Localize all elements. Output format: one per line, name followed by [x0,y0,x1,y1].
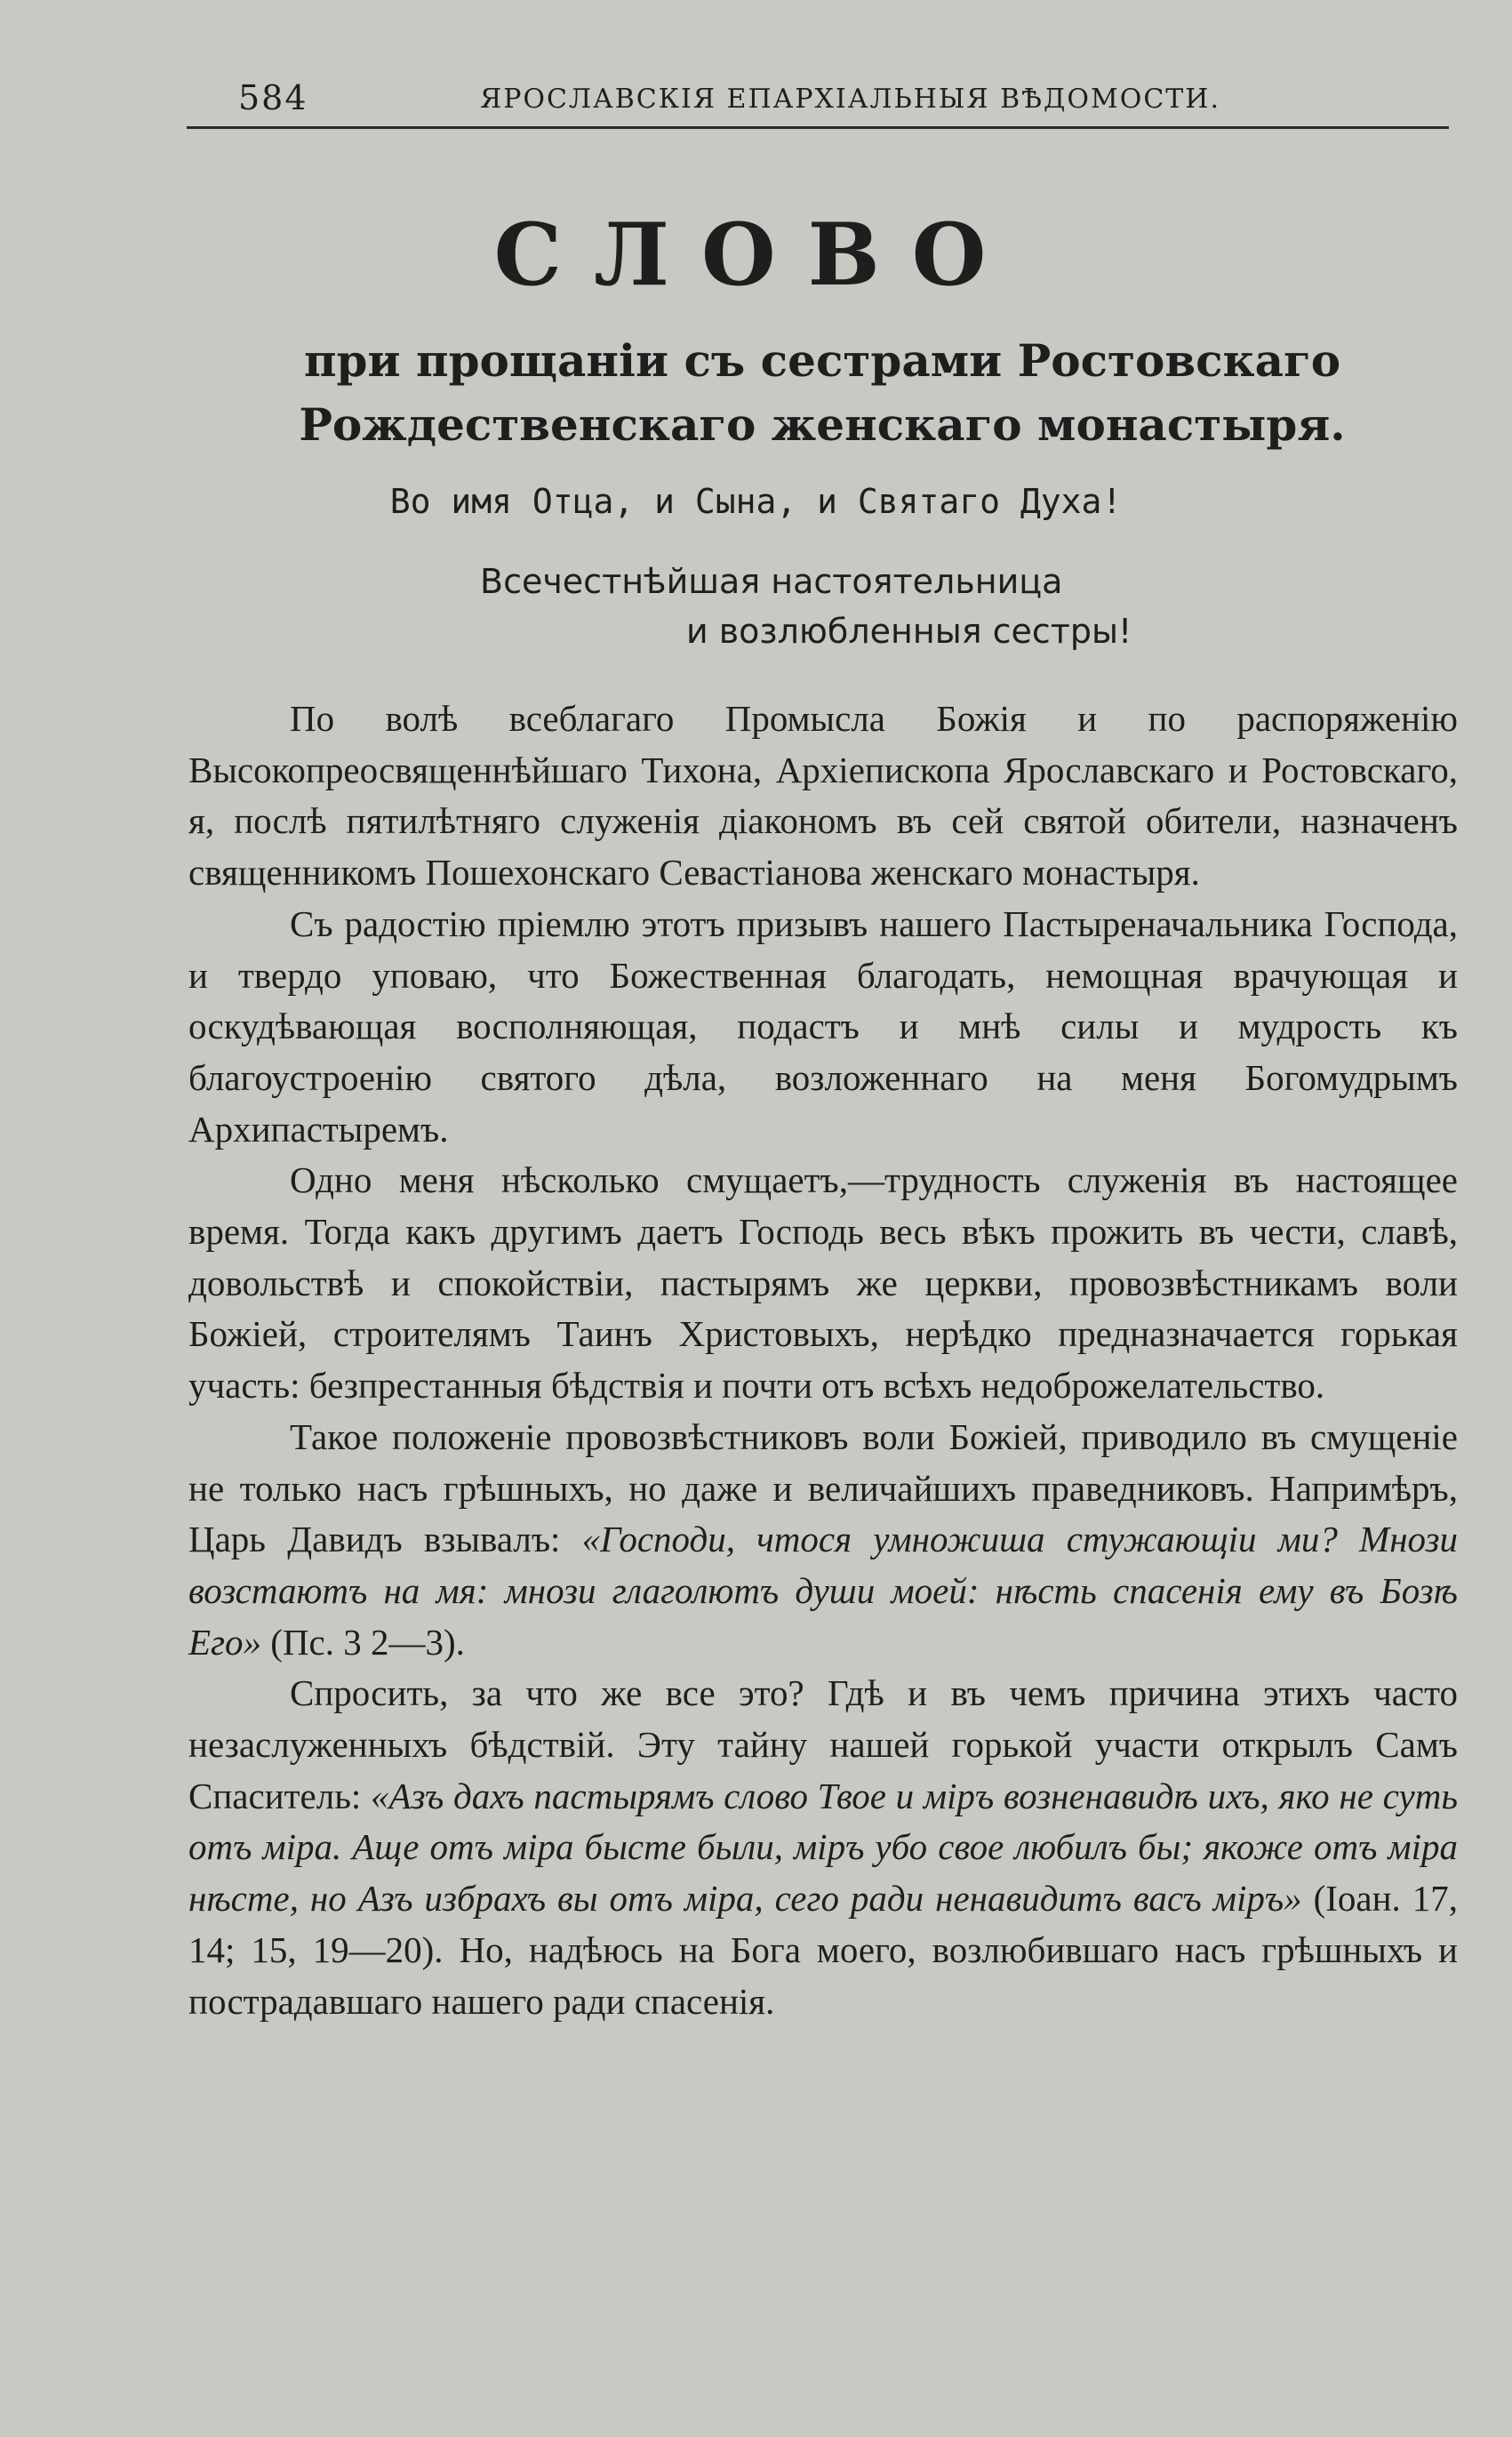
paragraph-4 [188,1412,1458,1669]
psalm-quote: «Господи, чтося умножиша стужающіи ми? Мнози возстаютъ на мя: мнози глаголютъ души моей: нѣсть спасенія ему въ Бозѣ Его» [188,1519,1458,1663]
running-title: ЯРОСЛАВСКІЯ ЕПАРХІАЛЬНЫЯ ВѢДОМОСТИ. [480,84,1220,115]
sermon-title: СЛОВО [493,204,1019,305]
running-header [187,71,1449,129]
paragraph-1: По волѣ всеблагаго Промысла Божія и по распоряженію Высокопреосвященнѣйшаго Тихона, Архіепископа Ярославскаго и Ростовскаго, я, послѣ пятилѣтняго служенія діакономъ въ сей святой обители, назначенъ священникомъ Пошехонскаго Севастіанова женскаго монастыря. [188,698,1458,894]
address-line-2: и возлюбленныя сестры! [686,612,1132,651]
paragraph-4-text: Такое положеніе провозвѣстниковъ воли Божіей, приводило въ смущеніе не только насъ грѣшныхъ, но даже и величайшихъ праведниковъ. Напримѣръ, Царь Давидъ взывалъ: [188,1415,1458,1560]
paragraph-3: Одно меня нѣсколько смущаетъ,—трудность служенія въ настоящее время. Тогда какъ другимъ даетъ Господь весь вѣкъ прожить въ чести, славѣ, довольствѣ и спокойствіи, пастырямъ же церкви, провозвѣстникамъ воли Божіей, строителямъ Таинъ Христовыхъ, нерѣдко предназначается горькая участь: безпрестанныя бѣдствія и почти отъ всѣхъ недоброжелательство. [188,1159,1458,1407]
paragraph-5-ending: (Іоан. 17, 14; 15, 19—20). Но, надѣюсь на Бога моего, возлюбившаго насъ грѣшныхъ и пострадавшаго нашего ради спасенія. [188,1878,1458,2022]
sermon-body [188,693,1458,2027]
page-number: 584 [238,78,308,117]
paragraph-4-reference: (Пс. 3 2—3). [261,1621,465,1663]
paragraph-2: Съ радостію пріемлю этотъ призывъ нашего Пастыреначальника Господа, и твердо уповаю, что Божественная благодать, немощная врачующая и оскудѣвающая восполняющая, подастъ и мнѣ силы и мудрость къ благоустроенію святого дѣла, возложеннаго на меня Богомудрымъ Архипастыремъ. [188,902,1458,1150]
gospel-quote: «Азъ дахъ пастырямъ слово Твое и міръ возненавидѣ ихъ, яко не суть отъ міра. Аще отъ міра бысте были, міръ убо свое любилъ бы; якоже отъ міра нѣсте, но Азъ избрахъ вы отъ міра, сего ради ненавидитъ васъ міръ» [188,1775,1458,1920]
sermon-subtitle: при прощаніи съ сестрами Ростовскаго Рождественскаго женскаго монастыря. [299,334,1346,451]
address-line-1: Всечестнѣйшая настоятельница [480,562,1063,601]
invocation: Во имя Отца, и Сына, и Святаго Духа! [389,482,1123,521]
paragraph-5-text: Спросить, за что же все это? Гдѣ и въ чемъ причина этихъ часто незаслуженныхъ бѣдствій. Эту тайну нашей горькой участи открылъ Самъ Спаситель: [188,1672,1458,1816]
paragraph-5 [188,1668,1458,2027]
